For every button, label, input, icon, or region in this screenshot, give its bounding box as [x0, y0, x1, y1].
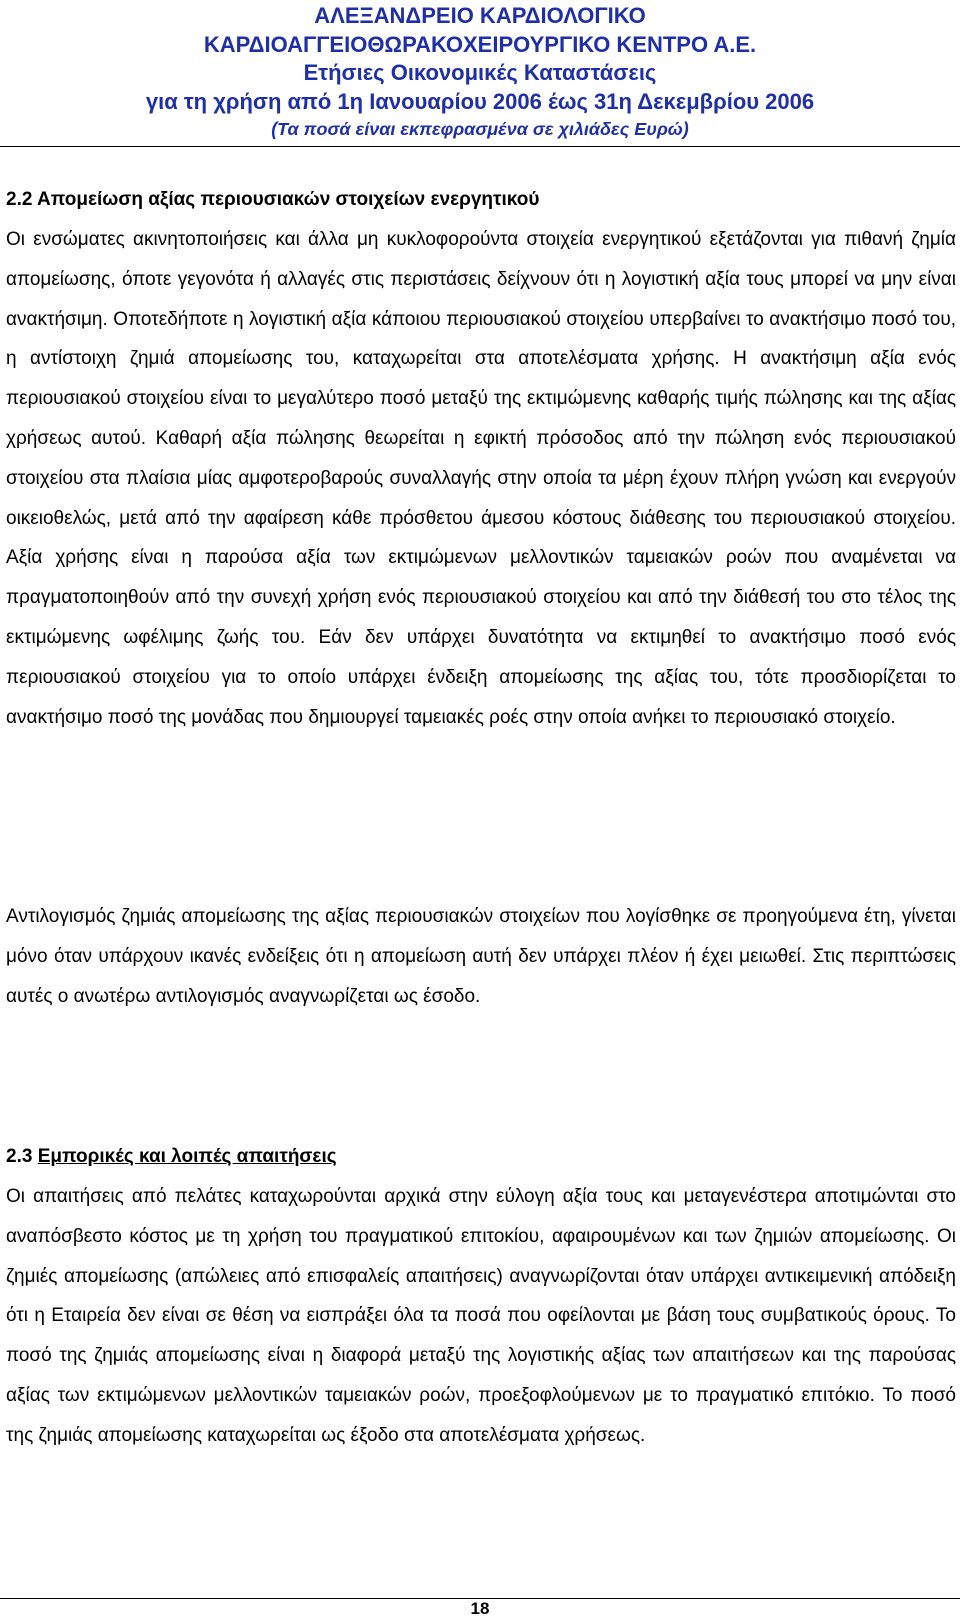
page-number: 18	[470, 1599, 490, 1618]
report-title: Ετήσιες Οικονομικές Καταστάσεις	[303, 60, 657, 85]
currency-note: (Τα ποσά είναι εκπεφρασμένα σε χιλιάδες Ευρώ)	[271, 119, 689, 139]
section-2-3-number: 2.3	[6, 1146, 33, 1167]
section-2-2-paragraph-1: Οι ενσώματες ακινητοποιήσεις και άλλα μη κυκλοφορούντα στοιχεία ενεργητικού εξετάζονται για πιθανή ζημία απομείωσης, όποτε γεγονότα ή αλλαγές στις περιστάσεις δείχνουν ότι η λογιστική αξία τους μπορεί να μην είναι ανακτήσιμη. Οποτεδήποτε η λογιστική αξία κάποιου περιουσιακού στοιχείου υπερβαίνει το ανακτήσιμο ποσό του, η αντίστοιχη ζημιά απομείωσης του, καταχωρείται στα αποτελέσματα χρήσης. Η ανακτήσιμη αξία ενός περιουσιακού στοιχείου είναι το μεγαλύτερο ποσό μεταξύ της εκτιμώμενης καθαρής τιμής πώλησης και της αξίας χρήσεως αυτού. Καθαρή αξία πώλησης θεωρείται η εφικτή πρόσοδος από την πώληση ενός περιουσιακού στοιχείου στα πλαίσια μίας αμφοτεροβαρούς συναλλαγής στην οποία τα μέρη έχουν πλήρη γνώση και ενεργούν οικειοθελώς, μετά από την αφαίρεση κάθε πρόσθετου άμεσου κόστους διάθεσης του περιουσιακού στοιχείου. Αξία χρήσης είναι η παρούσα αξία των εκτιμώμενων μελλοντικών ταμειακών ροών που αναμένεται να πραγματοποιηθούν από την συνεχή χρήση ενός περιουσιακού στοιχείου και από την διάθεσή του στο τέλος της εκτιμώμενης ωφέλιμης ζωής του. Εάν δεν υπάρχει δυνατότητα να εκτιμηθεί το ανακτήσιμο ποσό ενός περιουσιακού στοιχείου για το οποίο υπάρχει ένδειξη απομείωσης της αξίας του, τότε προσδιορίζεται το ανακτήσιμο ποσό της μονάδας που δημιουργεί ταμειακές ροές στην οποία ανήκει το περιουσιακό στοιχείο.	[6, 229, 956, 728]
report-period: για τη χρήση από 1η Ιανουαρίου 2006 έως 31η Δεκεμβρίου 2006	[145, 88, 815, 114]
section-2-2-paragraph-2	[6, 897, 956, 1016]
section-2-2-number: 2.2	[6, 189, 33, 210]
section-2-2-paragraph-2-text: Αντιλογισμός ζημιάς απομείωσης της αξίας περιουσιακών στοιχείων που λογίσθηκε σε προηγούμενα έτη, γίνεται μόνο όταν υπάρχουν ικανές ενδείξεις ότι η απομείωση αυτή δεν υπάρχει πλέον ή έχει μειωθεί. Στις περιπτώσεις αυτές ο ανωτέρω αντιλογισμός αναγνωρίζεται ως έσοδο.	[6, 906, 956, 1007]
company-name-line-2: ΚΑΡΔΙΟΑΓΓΕΙΟΘΩΡΑΚΟΧΕΙΡΟΥΡΓΙΚΟ ΚΕΝΤΡΟ Α.Ε.	[203, 31, 757, 57]
document-header	[0, 2, 960, 142]
company-name-line-1: ΑΛΕΞΑΝΔΡΕΙΟ ΚΑΡΔΙΟΛΟΓΙΚΟ	[314, 3, 646, 28]
section-2-2-heading	[6, 180, 956, 220]
section-2-3	[6, 1137, 956, 1456]
section-2-3-paragraph-1: Οι απαιτήσεις από πελάτες καταχωρούνται αρχικά στην εύλογη αξία τους και μεταγενέστερα αποτιμώνται στο αναπόσβεστο κόστος με τη χρήση του πραγματικού επιτοκίου, αφαιρουμένων και των ζημιών απομείωσης. Οι ζημιές απομείωσης (απώλειες από επισφαλείς απαιτήσεις) αναγνωρίζονται όταν υπάρχει αντικειμενική απόδειξη ότι η Εταιρεία δεν είναι σε θέση να εισπράξει όλα τα ποσά που οφείλονται με βάση τους συμβατικούς όρους. Το ποσό της ζημιάς απομείωσης είναι η διαφορά μεταξύ της λογιστικής αξίας των απαιτήσεων και της παρούσας αξίας των εκτιμώμενων μελλοντικών ταμειακών ροών, προεξοφλούμενων με το πραγματικό επιτόκιο. Το ποσό της ζημιάς απομείωσης καταχωρείται ως έξοδο στα αποτελέσματα χρήσεως.	[6, 1186, 956, 1446]
header-divider	[0, 146, 960, 147]
section-2-2-title: Απομείωση αξίας περιουσιακών στοιχείων ενεργητικού	[37, 189, 540, 210]
section-2-3-title: Εμπορικές και λοιπές απαιτήσεις	[37, 1146, 337, 1167]
section-2-3-heading	[6, 1137, 956, 1177]
section-2-2	[6, 180, 956, 737]
